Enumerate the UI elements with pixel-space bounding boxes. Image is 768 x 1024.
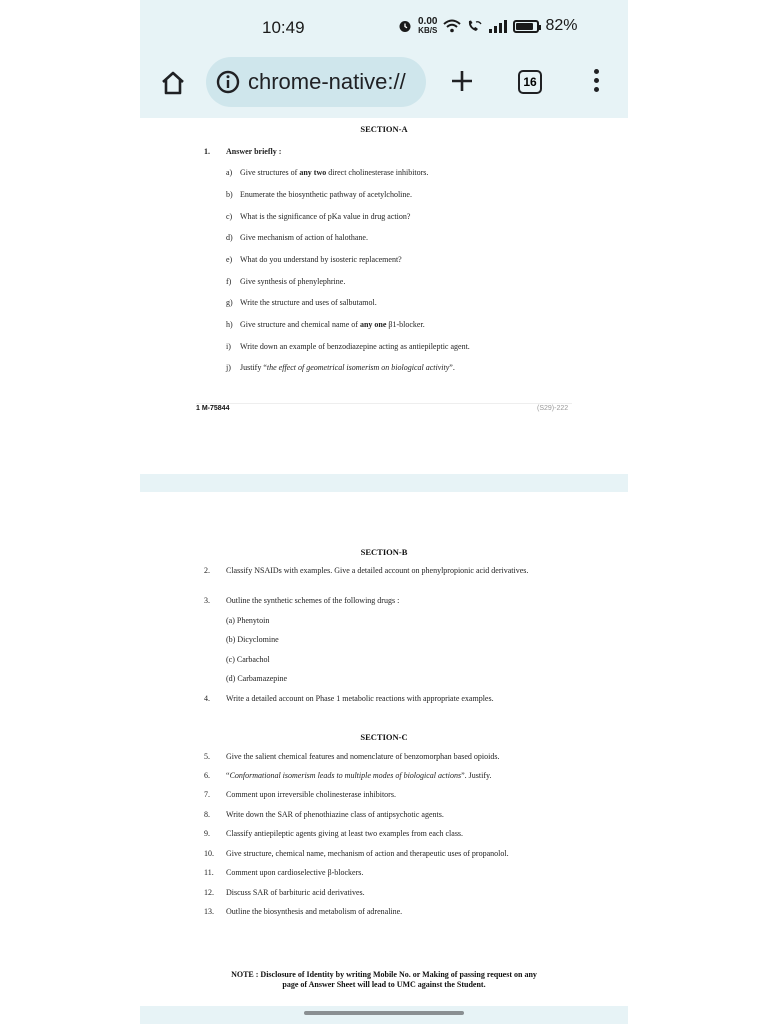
q13-number: 13.	[204, 907, 214, 916]
q8-number: 8.	[204, 810, 210, 819]
q1-item-text	[240, 277, 345, 286]
section-b-title: SECTION-B	[360, 547, 408, 557]
gesture-bar[interactable]	[304, 1011, 464, 1015]
q1-item-label: h)	[226, 320, 233, 329]
q1-item-label: i)	[226, 342, 231, 351]
q1-item-pre: Enumerate the biosynthetic pathway of acetylcholine.	[240, 190, 412, 199]
q11-text: Comment upon cardioselective β-blockers.	[226, 868, 364, 877]
q6-italic: Conformational isomerism leads to multiple modes of biological actions	[229, 771, 462, 780]
q12-number: 12.	[204, 888, 214, 897]
q6-text	[226, 771, 492, 780]
alarm-icon	[398, 19, 412, 33]
note-line-2: page of Answer Sheet will lead to UMC against the Student.	[282, 980, 486, 989]
q1-item-pre: Write down an example of benzodiazepine acting as antiepileptic agent.	[240, 342, 470, 351]
address-bar[interactable]	[206, 57, 426, 107]
q4-number: 4.	[204, 694, 210, 703]
q1-item-text	[240, 298, 377, 307]
q11-number: 11.	[204, 868, 214, 877]
q3-option-c: (c) Carbachol	[226, 655, 270, 664]
q1-item-post: ”.	[449, 363, 455, 372]
q1-item-bold: any one	[359, 320, 387, 329]
q7-number: 7.	[204, 790, 210, 799]
pdf-page-1	[140, 118, 628, 474]
browser-toolbar	[140, 56, 628, 118]
tab-switcher-button[interactable]: 16	[518, 70, 542, 94]
q9-text: Classify antiepileptic agents giving at least two examples from each class.	[226, 829, 464, 838]
q3-number: 3.	[204, 596, 210, 605]
disclosure-note	[196, 970, 572, 990]
q8-text: Write down the SAR of phenothiazine class of antipsychotic agents.	[226, 810, 444, 819]
q1-item-label: d)	[226, 233, 233, 242]
footer-divider	[196, 403, 572, 404]
section-a-title: SECTION-A	[360, 124, 408, 134]
q1-item-label: c)	[226, 212, 233, 221]
plus-icon[interactable]	[449, 68, 475, 94]
phone-screen	[140, 0, 628, 1024]
q1-item-italic: the effect of geometrical isomerism on biological activity	[266, 363, 450, 372]
q1-item-post: β1-blocker.	[386, 320, 425, 329]
status-time: 10:49	[262, 18, 305, 37]
status-icons	[398, 17, 578, 35]
q2-text: Classify NSAIDs with examples. Give a detailed account on phenylpropionic acid derivatives.	[226, 566, 529, 575]
net-speed-value: 0.00	[418, 16, 438, 27]
q1-heading: Answer briefly :	[226, 147, 282, 156]
q1-item-text	[240, 168, 428, 177]
wifi-icon	[443, 19, 461, 33]
section-c-title: SECTION-C	[360, 732, 408, 742]
q1-item-label: a)	[226, 168, 233, 177]
q3-text: Outline the synthetic schemes of the following drugs :	[226, 596, 400, 605]
signal-icon	[489, 19, 507, 33]
q1-item-bold: any two	[299, 168, 327, 177]
q1-item-label: b)	[226, 190, 233, 199]
q5-number: 5.	[204, 752, 210, 761]
url-text[interactable]: chrome-native://	[248, 69, 406, 94]
footer-code: 1 M-75844	[196, 405, 230, 412]
q1-item-pre: What is the significance of pKa value in drug action?	[240, 212, 411, 221]
q4-text: Write a detailed account on Phase 1 metabolic reactions with appropriate examples.	[226, 694, 494, 703]
q1-item-pre: Give synthesis of phenylephrine.	[240, 277, 346, 286]
q1-item-pre: Give mechanism of action of halothane.	[240, 233, 368, 242]
q10-number: 10.	[204, 849, 214, 858]
q1-item-text	[240, 233, 368, 242]
q1-item-text	[240, 320, 425, 329]
battery-level: 82%	[545, 17, 578, 34]
q1-item-label: f)	[226, 277, 232, 286]
q1-item-pre: Write the structure and uses of salbutamol.	[240, 298, 377, 307]
q6-number: 6.	[204, 771, 210, 780]
home-icon[interactable]	[158, 68, 188, 98]
battery-icon	[513, 20, 539, 33]
q9-number: 9.	[204, 829, 210, 838]
more-vert-icon[interactable]	[588, 69, 604, 95]
q1-item-label: g)	[226, 298, 233, 307]
note-line-1: NOTE : Disclosure of Identity by writing Mobile No. or Making of passing request on any	[231, 970, 537, 979]
q1-item-pre: What do you understand by isosteric replacement?	[240, 255, 402, 264]
q1-item-pre: Give structures of	[240, 168, 300, 177]
status-bar	[140, 0, 628, 56]
info-icon[interactable]	[216, 70, 240, 94]
q1-item-text	[240, 190, 412, 199]
q1-item-label: j)	[226, 363, 231, 372]
q1-item-text	[240, 212, 410, 221]
q1-item-text	[240, 363, 455, 372]
q1-item-pre: Give structure and chemical name of	[240, 320, 360, 329]
wifi-calling-icon	[467, 19, 483, 33]
net-speed-unit: KB/S	[418, 26, 438, 35]
q10-text: Give structure, chemical name, mechanism of action and therapeutic uses of propanolol.	[226, 849, 509, 858]
pdf-page-2	[140, 492, 628, 1006]
q3-option-d: (d) Carbamazepine	[226, 674, 288, 683]
q1-item-text	[240, 342, 470, 351]
footer-page-code: (S29)-222	[537, 405, 569, 412]
q1-item-pre: Justify “	[240, 363, 267, 372]
q12-text: Discuss SAR of barbituric acid derivatives.	[226, 888, 365, 897]
q1-number: 1.	[204, 147, 210, 156]
q1-item-label: e)	[226, 255, 233, 264]
q13-text: Outline the biosynthesis and metabolism of adrenaline.	[226, 907, 403, 916]
q7-text: Comment upon irreversible cholinesterase inhibitors.	[226, 790, 396, 799]
q3-option-a: (a) Phenytoin	[226, 616, 270, 625]
q3-option-b: (b) Dicyclomine	[226, 635, 279, 644]
q6-open-quote: “	[226, 771, 230, 780]
net-speed	[418, 17, 437, 35]
q1-item-text	[240, 255, 402, 264]
q2-number: 2.	[204, 566, 210, 575]
q5-text: Give the salient chemical features and nomenclature of benzomorphan based opioids.	[226, 752, 500, 761]
q1-item-post: direct cholinesterase inhibitors.	[326, 168, 429, 177]
q6-close: ”. Justify.	[461, 771, 492, 780]
